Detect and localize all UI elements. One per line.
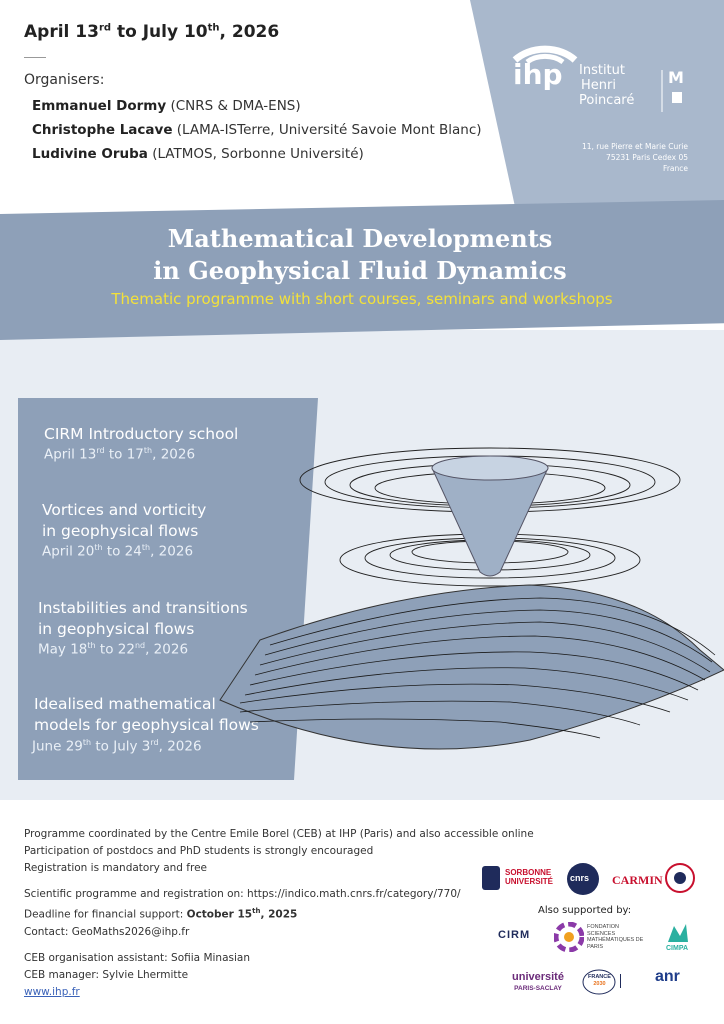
organiser-item: Christophe Lacave (LAMA-ISTerre, Université Savoie Mont Blanc) — [32, 122, 482, 138]
divider — [24, 57, 46, 58]
paris-saclay-logo: université PARIS-SACLAY — [512, 971, 564, 992]
programme-dates: April 13rd to July 10th, 2026 — [24, 22, 280, 42]
event-name: CIRM Introductory school — [44, 425, 239, 443]
registration-line: Scientific programme and registration on: https://indico.math.cnrs.fr/category/770/ — [24, 888, 461, 900]
assistant-line: CEB organisation assistant: Sofiia Minasian — [24, 951, 250, 964]
cimpa-logo: CIMPA — [666, 945, 689, 952]
organisers-label: Organisers: — [24, 72, 105, 88]
footer-line: Registration is mandatory and free — [24, 862, 208, 874]
programme-subtitle: Thematic programme with short courses, seminars and workshops — [111, 290, 613, 308]
website-link[interactable]: www.ihp.fr — [24, 985, 80, 998]
carmin-logo: CARMIN — [612, 873, 663, 887]
event-date: June 29th to July 3rd, 2026 — [32, 738, 202, 755]
ihp-m-mark: M — [668, 68, 684, 87]
footer-info — [24, 826, 534, 1001]
cnrs-logo: cnrs — [570, 873, 590, 883]
anr-logo: anr — [655, 968, 680, 985]
programme-title-line2: in Geophysical Fluid Dynamics — [153, 256, 567, 285]
manager-line: CEB manager: Sylvie Lhermitte — [24, 968, 189, 981]
footer-line: Programme coordinated by the Centre Emile Borel (CEB) at IHP (Paris) and also accessible online — [24, 828, 534, 840]
contact-line: Contact: GeoMaths2026@ihp.fr — [24, 925, 190, 938]
footer-line: Participation of postdocs and PhD students is strongly encouraged — [24, 845, 374, 857]
event-date: May 18th to 22nd, 2026 — [38, 641, 189, 658]
sorbonne-logo-icon — [480, 864, 502, 892]
fsmp-logo-icon — [554, 922, 584, 952]
ihp-abbr: ihp — [513, 58, 563, 91]
deadline-line: Deadline for financial support: October 15th, 2025 — [24, 907, 298, 921]
pepr-logo — [620, 974, 653, 988]
event-date: April 13rd to 17th, 2026 — [44, 446, 196, 463]
cimpa-logo-icon — [666, 922, 690, 944]
ihp-address: 11, rue Pierre et Marie Curie 75231 Paris Cedex 05 France — [581, 142, 688, 173]
ihp-name: Institut Henri Poincaré — [579, 63, 635, 108]
event-date: April 20th to 24th, 2026 — [42, 543, 194, 560]
event-name: Idealised mathematical models for geophysical flows — [34, 695, 259, 734]
programme-title-line1: Mathematical Developments — [167, 224, 553, 253]
fsmp-logo: FONDATION SCIENCES MATHÉMATIQUES DE PARIS — [587, 924, 644, 950]
event-name: Instabilities and transitions in geophysical flows — [38, 599, 248, 638]
sorbonne-logo: SORBONNE UNIVERSITÉ — [505, 868, 554, 886]
organiser-item: Emmanuel Dormy (CNRS & DMA-ENS) — [32, 98, 301, 114]
ihes-logo-icon — [664, 862, 696, 894]
also-supported-label: Also supported by: — [538, 905, 632, 916]
event-name: Vortices and vorticity in geophysical flows — [42, 501, 207, 540]
cirm-logo: CIRM — [498, 929, 531, 941]
france2030-logo: FRANCE 2030 — [588, 974, 611, 987]
organiser-item: Ludivine Oruba (LATMOS, Sorbonne Université) — [32, 146, 364, 162]
vortex-illustration-icon — [200, 440, 724, 770]
